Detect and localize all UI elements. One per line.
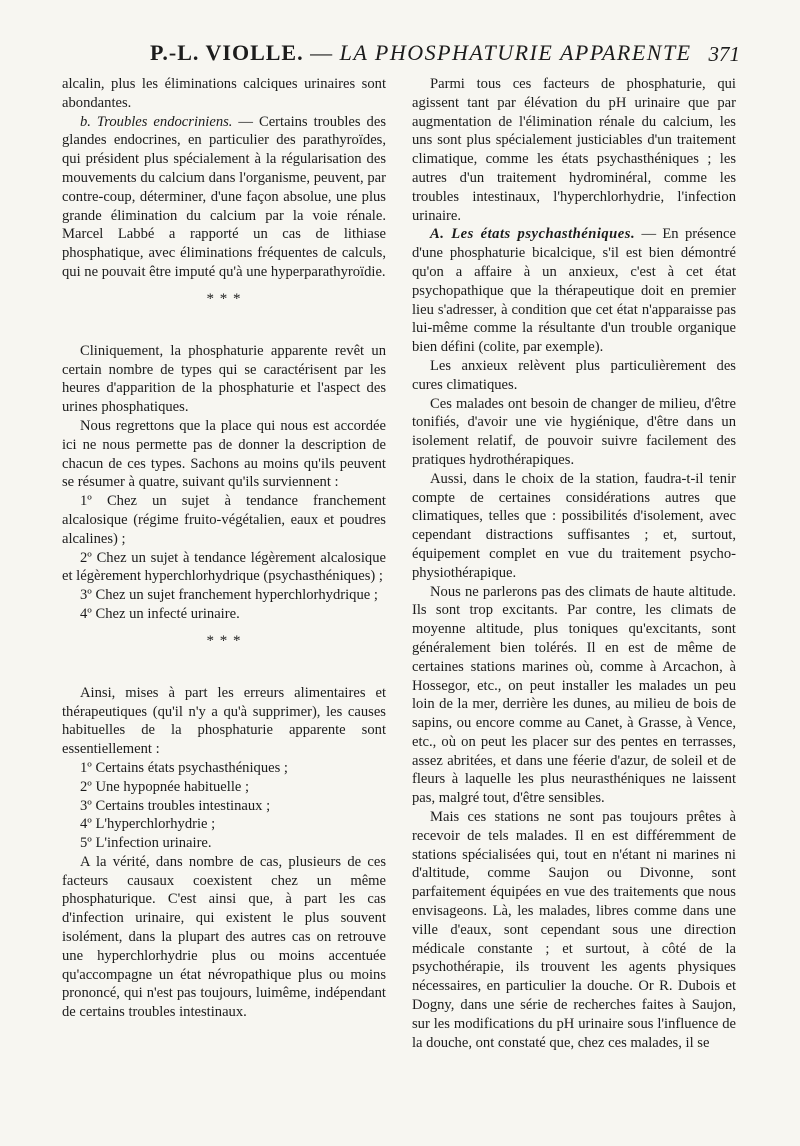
author-name: P.-L. VIOLLE.: [150, 40, 304, 65]
running-head: [150, 40, 692, 66]
paragraph: alcalin, plus les éliminations calciques urinaires sont abondantes.: [62, 76, 386, 111]
running-header: [62, 40, 740, 68]
asterism: * * *: [206, 290, 242, 307]
list-item: 2º Chez un sujet à tendance légèrement alcalosique et légèrement hyperchlorhydrique (psychasthéniques) ;: [62, 549, 386, 585]
paragraph: Les anxieux relèvent plus particulièrement des cures climatiques.: [412, 357, 736, 393]
paragraph-troubles-endocriniens: [62, 113, 386, 282]
paragraph: Aussi, dans le choix de la station, faudra-t-il tenir compte de certaines considérations autres que climatiques, telles que : possibilités d'isolement, avec cependant distractions suffisantes ; et, surtout, équipement complet en vue du traitement psycho-physiothérapique.: [412, 470, 736, 581]
paragraph: Nous ne parlerons pas des climats de haute altitude. Ils sont trop excitants. Par contre, les climats de moyenne altitude, plus toniques qu'excitants, sont généralement bien tolérés. Il en est de même de certaines stations marines où, comme à Arcachon, à Hossegor, etc., on peut installer les malades un peu loin de la mer, derrière les dunes, au milieu de bois de sapins, ou encore comme au Canet, à Grasse, à Vence, etc., où on peut les placer sur des pentes en terrasses, assez abritées, et dans une féerie d'azur, de soleil et de fleurs à laquelle les plus neurasthéniques ne laissent pas, malgré tout, d'être sensibles.: [412, 583, 736, 807]
paragraph: Mais ces stations ne sont pas toujours prêtes à recevoir de tels malades. Il en est différemment de stations spécialisées qui, tout en n'étant ni marines ni d'altitude, comme Saujon ou Divonne, sont parfaitement équipées en vue des traitements que nous envisageons. Là, les malades, libres comme dans une ville d'eaux, sont cependant sous une direction médicale constante ; et surtout, à côté de la psychothérapie, ils trouvent les agents physiques nécessaires, en particulier la douche. Or R. Dubois et Dogny, dans une série de recherches faites à Saujon, sur les modifications du pH urinaire sous l'influence de la douche, ont constaté que, chez ces malades, il se: [412, 809, 736, 1051]
paragraph: Nous regrettons que la place qui nous est accordée ici ne nous permette pas de donner la description de chacun de ces types. Sachons au moins qu'ils peuvent se résumer à quatre, suivant qu'ils surviennent :: [62, 417, 386, 491]
paragraph: Ces malades ont besoin de changer de milieu, d'être tonifiés, d'avoir une vie hygiénique, d'être dans un isolement relatif, de pouvoir suivre facilement des pratiques hydrothérapiques.: [412, 395, 736, 468]
paragraph: Parmi tous ces facteurs de phosphaturie, qui agissent tant par élévation du pH urinaire que par augmentation de l'élimination rénale du calcium, les uns sont plus spécialement justiciables d'un traitement climatique, comme les états psychasthéniques ; les autres d'un traitement hydrominéral, comme les troubles intestinaux, l'hyperchlorhydrie, l'infection urinaire.: [412, 76, 736, 224]
header-dash: —: [310, 40, 334, 65]
article-title: LA PHOSPHATURIE APPARENTE: [339, 40, 692, 65]
section-label: b. Troubles endocriniens.: [80, 113, 233, 130]
list-item: 1º Chez un sujet à tendance franchement alcalosique (régime fruito-végétalien, eaux et poudres alcalines) ;: [62, 493, 386, 547]
paragraph-etats-psychastheniques: [412, 225, 736, 357]
list-item: 3º Chez un sujet franchement hyperchlorhydrique ;: [80, 587, 378, 604]
paragraph: Cliniquement, la phosphaturie apparente revêt un certain nombre de types qui se caractérisent par les heures d'apparition de la phosphaturie et l'aspect des urines phosphatiques.: [62, 342, 386, 416]
paragraph: Ainsi, mises à part les erreurs alimentaires et thérapeutiques (qu'il n'y a qu'à supprimer), les causes habituelles de la phosphaturie apparente sont essentiellement :: [62, 684, 386, 758]
list-item: 4º L'hyperchlorhydrie ;: [80, 816, 216, 833]
right-column: [412, 75, 736, 1052]
left-column: [62, 75, 386, 1022]
section-label: A. Les états psychasthéniques.: [430, 226, 636, 243]
section-separator: [62, 632, 386, 670]
paragraph-text: — En présence d'une phosphaturie bicalcique, s'il est bien démontré qu'on a affaire à un anxieux, c'est à cet état psychopathique que la thérapeutique doit en premier lieu s'adresser, à condition que cet état n'apparaisse pas lui-même comme la résultante d'un trouble organique bien défini (colite, par exemple).: [412, 226, 736, 356]
section-separator: [62, 290, 386, 328]
list-item: 3º Certains troubles intestinaux ;: [80, 797, 271, 814]
list-item: 1º Certains états psychasthéniques ;: [80, 759, 288, 776]
paragraph-text: — Certains troubles des glandes endocrines, en particulier des parathyroïdes, qui président plus spécialement à la régularisation des mouvements du calcium dans l'organisme, peuvent, par contre-coup, déterminer, d'une façon absolue, une plus grande élimination du calcium par la voie rénale. Marcel Labbé a rapporté un cas de lithiase phosphatique, avec éliminations fréquentes de calculs, qui ne pouvait être imputé qu'à une hyperparathyroïdie.: [62, 113, 386, 280]
list-item: 4º Chez un infecté urinaire.: [80, 605, 240, 622]
asterism: * * *: [206, 632, 242, 649]
list-item: 5º L'infection urinaire.: [80, 835, 212, 852]
paragraph: A la vérité, dans nombre de cas, plusieurs de ces facteurs causaux coexistent chez un même phosphaturique. C'est ainsi que, à part les cas d'infection urinaire, qui existent le plus souvent isolément, dans la plupart des autres cas on retrouve une hyperchlorhydrie plus ou moins accentuée qu'accompagne un état névropathique plus ou moins prononcé, qui n'est pas toujours, luimême, indépendant de certains troubles intestinaux.: [62, 853, 386, 1021]
page-number: 371: [708, 42, 740, 66]
list-item: 2º Une hypopnée habituelle ;: [80, 778, 250, 795]
